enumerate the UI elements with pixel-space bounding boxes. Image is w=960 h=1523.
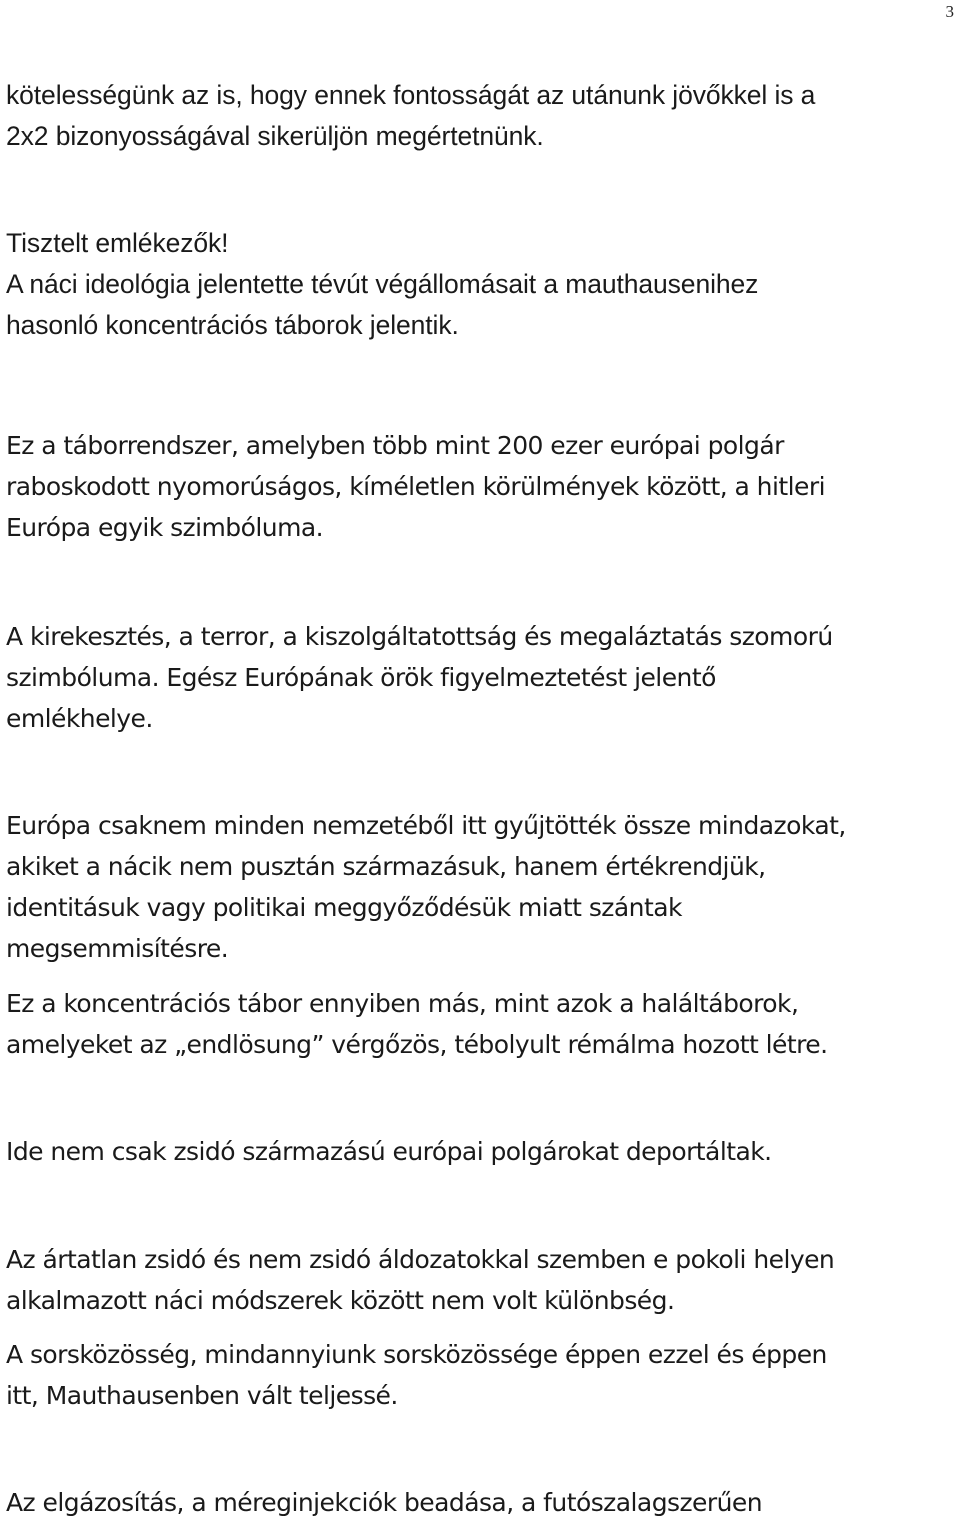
paragraph-camp-system [6,425,954,548]
text-line: A náci ideológia jelentette tévút végállomásait a mauthausenihez [6,269,759,299]
text-line: Ez a táborrendszer, amelyben több mint 200 ezer európai polgár [6,431,784,460]
text-line: Európa csaknem minden nemzetéből itt gyűjtötték össze mindazokat, [6,811,846,840]
paragraph-nations [6,805,954,969]
text-line: akiket a nácik nem pusztán származásuk, hanem értékrendjük, [6,852,766,881]
paragraph-deported [6,1131,954,1172]
paragraph-community [6,1334,954,1416]
paragraph-methods [6,1239,954,1321]
text-line: Az elgázosítás, a méreginjekciók beadása, a futószalagszerűen [6,1488,763,1517]
text-line: Ez a koncentrációs tábor ennyiben más, mint azok a haláltáborok, [6,989,799,1018]
text-line: amelyeket az „endlösung” vérgőzös, tébolyult rémálma hozott létre. [6,1030,828,1059]
text-line: Az ártatlan zsidó és nem zsidó áldozatokkal szemben e pokoli helyen [6,1245,835,1274]
paragraph-exclusion [6,616,954,739]
text-line: Ide nem csak zsidó származású európai polgárokat deportáltak. [6,1137,772,1166]
paragraph-greeting [6,223,954,346]
text-line: 2x2 bizonyosságával sikerüljön megértetnünk. [6,121,544,151]
text-line: A sorsközösség, mindannyiunk sorsközössége éppen ezzel és éppen [6,1340,827,1369]
text-line: A kirekesztés, a terror, a kiszolgáltatottság és megaláztatás szomorú [6,622,833,651]
text-line: alkalmazott náci módszerek között nem volt különbség. [6,1286,675,1315]
paragraph-difference [6,983,954,1065]
text-line: itt, Mauthausenben vált teljessé. [6,1381,398,1410]
text-line: kötelességünk az is, hogy ennek fontosságát az utánunk jövőkkel is a [6,80,816,110]
text-line: raboskodott nyomorúságos, kíméletlen körülmények között, a hitleri [6,472,825,501]
text-line: Tisztelt emlékezők! [6,228,229,258]
page-number: 3 [945,2,954,21]
text-line: hasonló koncentrációs táborok jelentik. [6,310,459,340]
text-line: emlékhelye. [6,704,153,733]
text-line: Európa egyik szimbóluma. [6,513,324,542]
paragraph-gassing [6,1482,954,1523]
text-line: megsemmisítésre. [6,934,229,963]
text-line: identitásuk vagy politikai meggyőződésük miatt szántak [6,893,682,922]
text-line: szimbóluma. Egész Európának örök figyelmeztetést jelentő [6,663,716,692]
paragraph-duty [6,75,954,157]
